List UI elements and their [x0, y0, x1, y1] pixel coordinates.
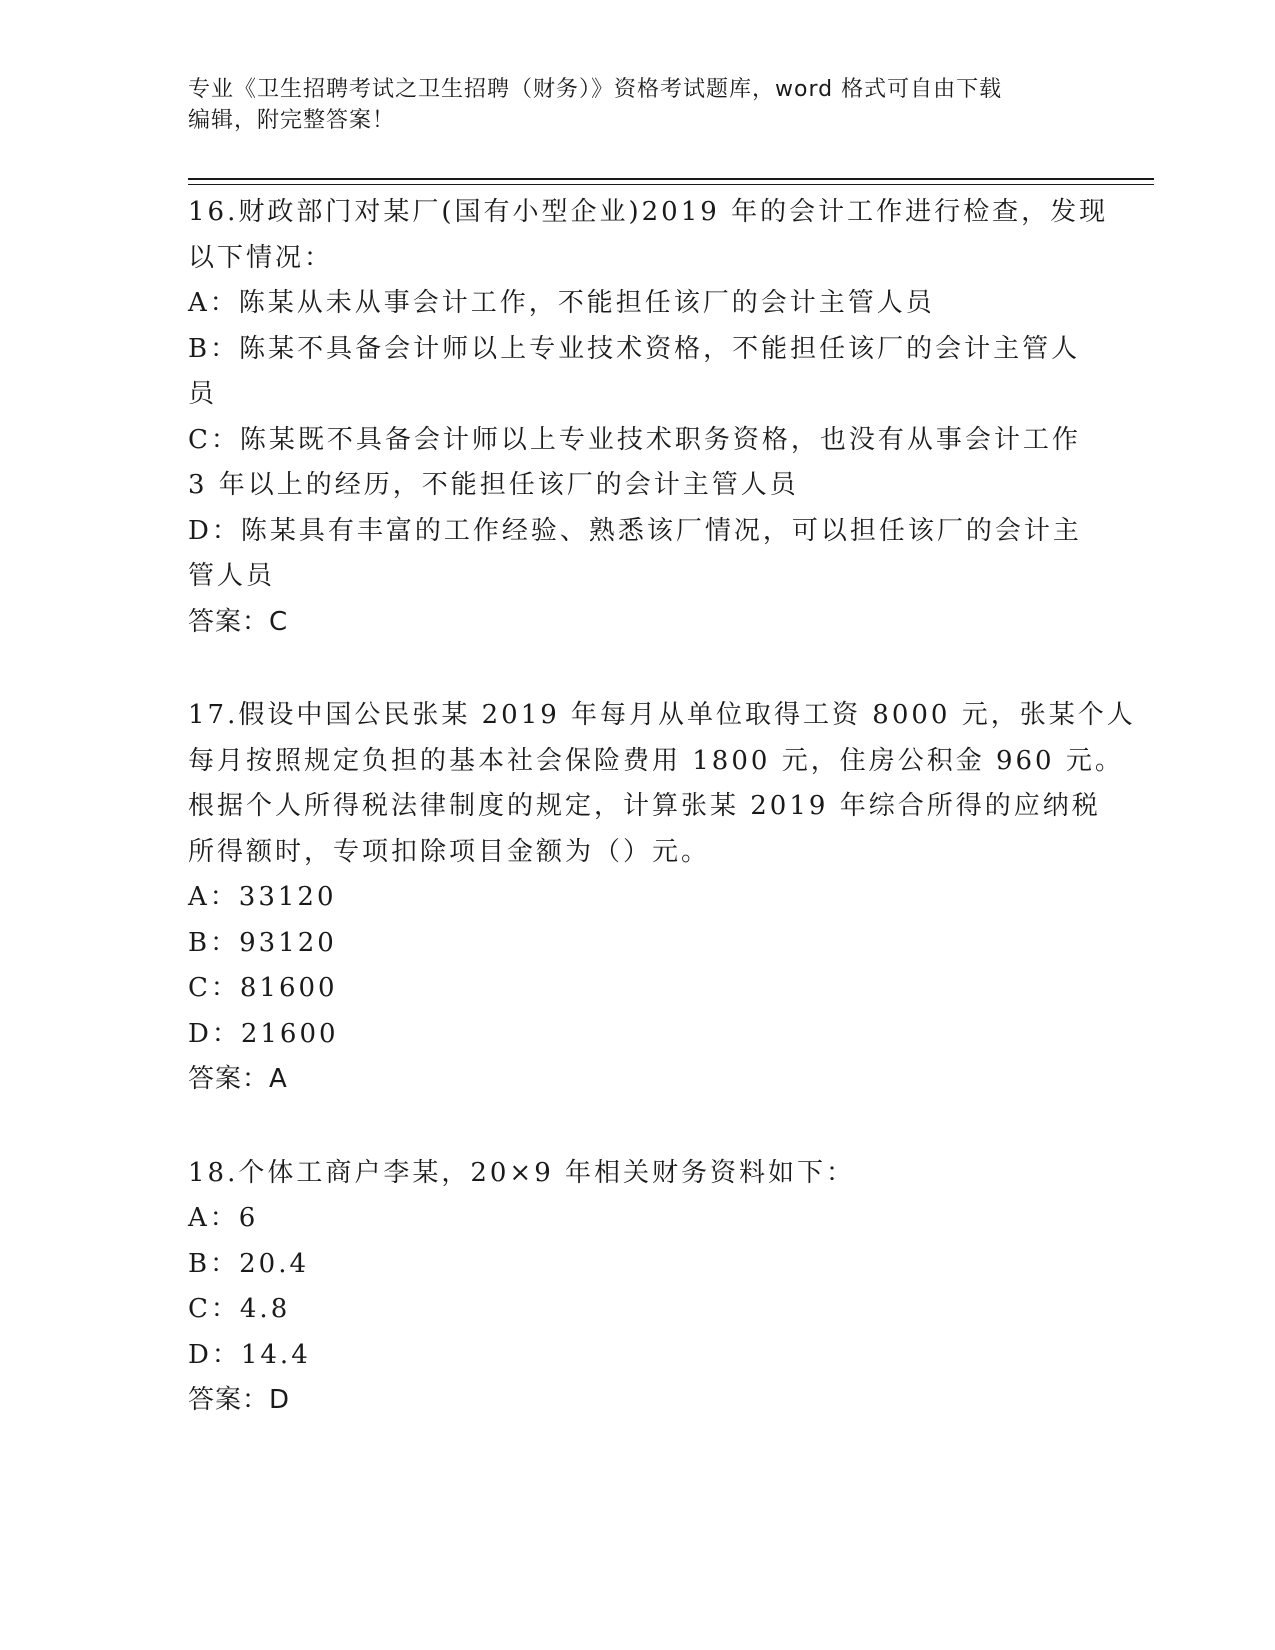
option-c: C：陈某既不具备会计师以上专业技术职务资格，也没有从事会计工作 — [188, 424, 1081, 455]
option-a: A：陈某从未从事会计工作，不能担任该厂的会计主管人员 — [188, 288, 935, 318]
question-stem-line: 16.财政部门对某厂(国有小型企业)2019 年的会计工作进行检查，发现 — [188, 197, 1109, 227]
question-stem-line: 根据个人所得税法律制度的规定，计算张某 2019 年综合所得的应纳税 — [188, 791, 1101, 821]
option-b: B：陈某不具备会计师以上专业技术资格，不能担任该厂的会计主管人 — [188, 333, 1081, 364]
option-b: B：20.4 — [188, 1248, 309, 1279]
header-divider-thick — [188, 178, 1154, 180]
option-d-continued: 管人员 — [188, 561, 276, 591]
option-c: C：4.8 — [188, 1294, 291, 1324]
question-stem-line: 所得额时，专项扣除项目金额为（）元。 — [188, 836, 711, 867]
option-c: C：81600 — [188, 973, 338, 1003]
question-16 — [188, 190, 1109, 645]
option-b-continued: 员 — [188, 379, 218, 409]
header-line: 编辑，附完整答案！ — [188, 108, 396, 133]
option-d: D：21600 — [188, 1018, 339, 1049]
question-17 — [188, 693, 1136, 1103]
question-stem-line: 以下情况： — [188, 242, 334, 273]
answer-key: 答案：A — [188, 1064, 288, 1094]
option-d: D：陈某具有丰富的工作经验、熟悉该厂情况，可以担任该厂的会计主 — [188, 515, 1082, 546]
option-a: A：6 — [188, 1203, 259, 1233]
header-line: 专业《卫生招聘考试之卫生招聘（财务）》资格考试题库，word 格式可自由下载 — [188, 77, 1003, 102]
answer-key: 答案：D — [188, 1385, 291, 1415]
header-divider-thin — [188, 184, 1154, 185]
question-stem-line: 17.假设中国公民张某 2019 年每月从单位取得工资 8000 元，张某个人 — [188, 700, 1136, 730]
option-a: A：33120 — [188, 882, 337, 912]
document-header — [188, 74, 1068, 136]
question-stem-line: 18.个体工商户李某，20×9 年相关财务资料如下： — [188, 1157, 856, 1188]
option-c-continued: 3 年以上的经历，不能担任该厂的会计主管人员 — [188, 470, 799, 500]
question-18 — [188, 1151, 1088, 1424]
option-d: D：14.4 — [188, 1339, 311, 1370]
answer-key: 答案：C — [188, 606, 289, 637]
option-b: B：93120 — [188, 927, 337, 958]
question-stem-line: 每月按照规定负担的基本社会保险费用 1800 元，住房公积金 960 元。 — [188, 745, 1124, 776]
question-list — [188, 190, 1136, 1472]
